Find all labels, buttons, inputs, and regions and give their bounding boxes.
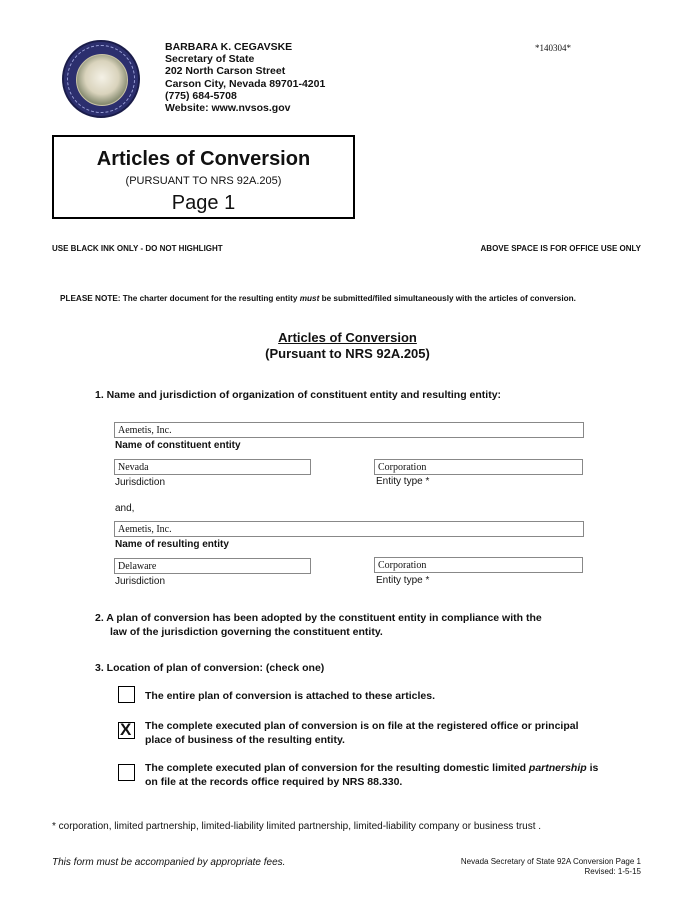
secretary-name: BARBARA K. CEGAVSKE bbox=[165, 41, 293, 53]
resulting-jurisdiction-field[interactable]: Delaware bbox=[114, 558, 311, 574]
secretary-address-block bbox=[165, 41, 325, 114]
resulting-type-field[interactable]: Corporation bbox=[374, 557, 583, 573]
resulting-type-label: Entity type * bbox=[376, 575, 430, 586]
revision-date: Revised: 1-5-15 bbox=[584, 867, 641, 876]
option2-checkbox[interactable] bbox=[118, 722, 135, 739]
address-city: Carson City, Nevada 89701-4201 bbox=[165, 77, 326, 90]
office-use-note: ABOVE SPACE IS FOR OFFICE USE ONLY bbox=[480, 244, 641, 253]
option3-em: partnership bbox=[528, 762, 587, 774]
address-street: 202 North Carson Street bbox=[165, 65, 286, 78]
note-suffix: be submitted/filed simultaneously with the articles of conversion. bbox=[319, 294, 576, 303]
form-subtitle: (PURSUANT TO NRS 92A.205) bbox=[125, 175, 282, 187]
option2-line2: place of business of the resulting entity. bbox=[145, 734, 345, 746]
website: Website: www.nvsos.gov bbox=[165, 102, 291, 115]
option3-post: is bbox=[586, 762, 599, 774]
option2-label bbox=[145, 719, 579, 747]
state-seal-logo bbox=[62, 40, 140, 118]
title-box bbox=[52, 135, 355, 219]
item2-line1: 2. A plan of conversion has been adopted by the constituent entity in compliance with the bbox=[95, 612, 542, 624]
form-id: Nevada Secretary of State 92A Conversion Page 1 bbox=[460, 857, 641, 866]
phone-number: (775) 684-5708 bbox=[165, 89, 237, 102]
section-subtitle: (Pursuant to NRS 92A.205) bbox=[265, 346, 430, 361]
page-indicator: Page 1 bbox=[171, 192, 236, 214]
form-title: Articles of Conversion bbox=[96, 148, 311, 170]
resulting-name-field[interactable]: Aemetis, Inc. bbox=[114, 521, 584, 537]
item1-question: 1. Name and jurisdiction of organization of constituent entity and resulting entity: bbox=[95, 389, 502, 401]
constituent-jurisdiction-label: Jurisdiction bbox=[115, 477, 166, 488]
item2-line2: law of the jurisdiction governing the constituent entity. bbox=[110, 626, 383, 638]
constituent-jurisdiction-field[interactable]: Nevada bbox=[114, 459, 311, 475]
secretary-office: Secretary of State bbox=[165, 53, 255, 66]
item3-question: 3. Location of plan of conversion: (check one) bbox=[95, 662, 325, 674]
ink-instruction: USE BLACK INK ONLY - DO NOT HIGHLIGHT bbox=[52, 244, 223, 253]
checkmark-x-icon: X bbox=[120, 720, 132, 739]
fees-note: This form must be accompanied by appropriate fees. bbox=[52, 857, 286, 868]
document-number: *140304* bbox=[535, 43, 571, 53]
constituent-type-label: Entity type * bbox=[376, 476, 430, 487]
option1-checkbox[interactable] bbox=[118, 686, 135, 703]
and-text: and, bbox=[115, 503, 135, 514]
resulting-name-label: Name of resulting entity bbox=[115, 539, 229, 550]
option3-line2: on file at the records office required by NRS 88.330. bbox=[145, 776, 403, 788]
note-prefix: PLEASE NOTE: The charter document for the resulting entity bbox=[60, 294, 300, 303]
form-revision-info bbox=[420, 857, 641, 877]
entity-type-footnote: * corporation, limited partnership, limited-liability limited partnership, limited-liability company or business trust . bbox=[52, 821, 542, 832]
option1-label: The entire plan of conversion is attached to these articles. bbox=[145, 690, 435, 702]
please-note bbox=[60, 294, 576, 303]
constituent-type-field[interactable]: Corporation bbox=[374, 459, 583, 475]
option2-line1: The complete executed plan of conversion is on file at the registered office or principal bbox=[145, 720, 579, 732]
option3-checkbox[interactable] bbox=[118, 764, 135, 781]
option3-label bbox=[145, 761, 598, 789]
seal-emblem bbox=[76, 54, 128, 106]
resulting-jurisdiction-label: Jurisdiction bbox=[115, 576, 166, 587]
constituent-name-field[interactable]: Aemetis, Inc. bbox=[114, 422, 584, 438]
note-must: must bbox=[299, 294, 320, 303]
option3-line1 bbox=[145, 761, 598, 775]
constituent-name-label: Name of constituent entity bbox=[115, 440, 241, 451]
option3-pre: The complete executed plan of conversion for the resulting domestic limited bbox=[145, 762, 529, 774]
section-title: Articles of Conversion bbox=[278, 330, 417, 345]
